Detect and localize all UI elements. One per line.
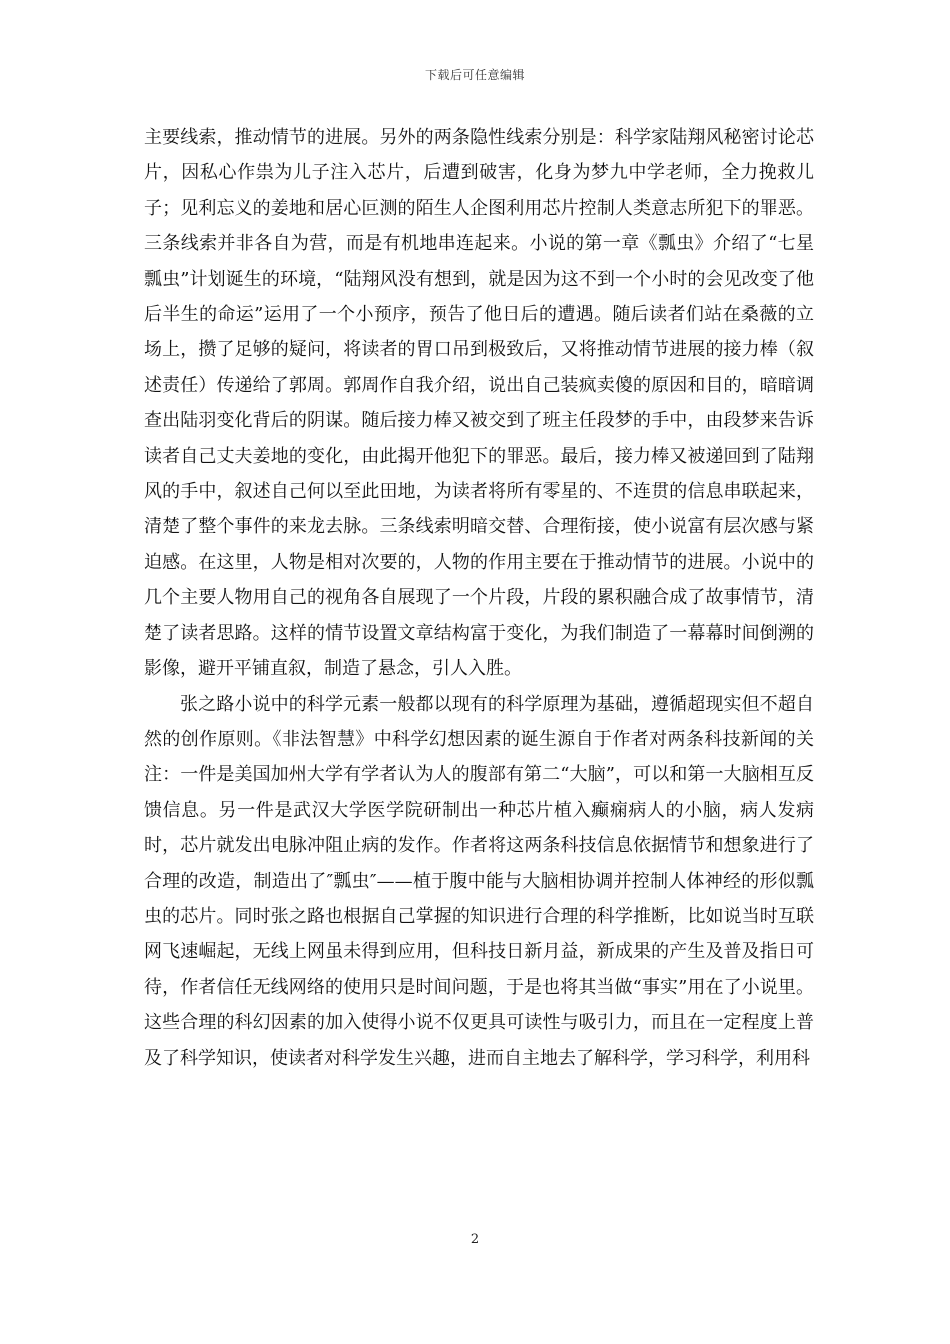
- body-text: [144, 120, 814, 1076]
- page-number: 2: [470, 1232, 480, 1247]
- page-header: 下载后可任意编辑: [424, 68, 525, 82]
- paragraph-2: 张之路小说中的科学元素一般都以现有的科学原理为基础，遵循超现实但不超自然的创作原则。《非法智慧》中科学幻想因素的诞生源自于作者对两条科技新闻的关注：一件是美国加州大学有学者认为人的腹部有第二“大脑”，可以和第一大脑相互反馈信息。另一件是武汉大学医学院研制出一种芯片植入癫痫病人的小脑，病人发病时，芯片就发出电脉冲阻止病的发作。作者将这两条科技信息依据情节和想象进行了合理的改造，制造出了″瓢虫″——植于腹中能与大脑相协调并控制人体神经的形似瓢虫的芯片。同时张之路也根据自己掌握的知识进行合理的科学推断，比如说当时互联网飞速崛起，无线上网虽未得到应用，但科技日新月益，新成果的产生及普及指日可待，作者信任无线网络的使用只是时间问题，于是也将其当做“事实”用在了小说里。这些合理的科幻因素的加入使得小说不仅更具可读性与吸引力，而且在一定程度上普及了科学知识，使读者对科学发生兴趣，进而自主地去了解科学，学习科学，利用科: [144, 693, 814, 1069]
- paragraph-1: 主要线索，推动情节的进展。另外的两条隐性线索分别是：科学家陆翔风秘密讨论芯片，因私心作祟为儿子注入芯片，后遭到破害，化身为梦九中学老师，全力挽救儿子；见利忘义的姜地和居心叵测的陌生人企图利用芯片控制人类意志所犯下的罪恶。三条线索并非各自为营，而是有机地串连起来。小说的第一章《瓢虫》介绍了“七星瓢虫”计划诞生的环境，“陆翔风没有想到，就是因为这不到一个小时的会见改变了他后半生的命运”运用了一个小预序，预告了他日后的遭遇。随后读者们站在桑薇的立场上，攒了足够的疑问，将读者的胃口吊到极致后，又将推动情节进展的接力棒（叙述责任）传递给了郭周。郭周作自我介绍，说出自己装疯卖傻的原因和目的，暗暗调查出陆羽变化背后的阴谋。随后接力棒又被交到了班主任段梦的手中，由段梦来告诉读者自己丈夫姜地的变化，由此揭开他犯下的罪恶。最后，接力棒又被递回到了陆翔风的手中，叙述自己何以至此田地，为读者将所有零星的、不连贯的信息串联起来，清楚了整个事件的来龙去脉。三条线索明暗交替、合理衔接，使小说富有层次感与紧迫感。在这里，人物是相对次要的，人物的作用主要在于推动情节的进展。小说中的几个主要人物用自己的视角各自展现了一个片段，片段的累积融合成了故事情节，清楚了读者思路。这样的情节设置文章结构富于变化，为我们制造了一幕幕时间倒溯的影像，避开平铺直叙，制造了悬念，引人入胜。: [144, 127, 814, 680]
